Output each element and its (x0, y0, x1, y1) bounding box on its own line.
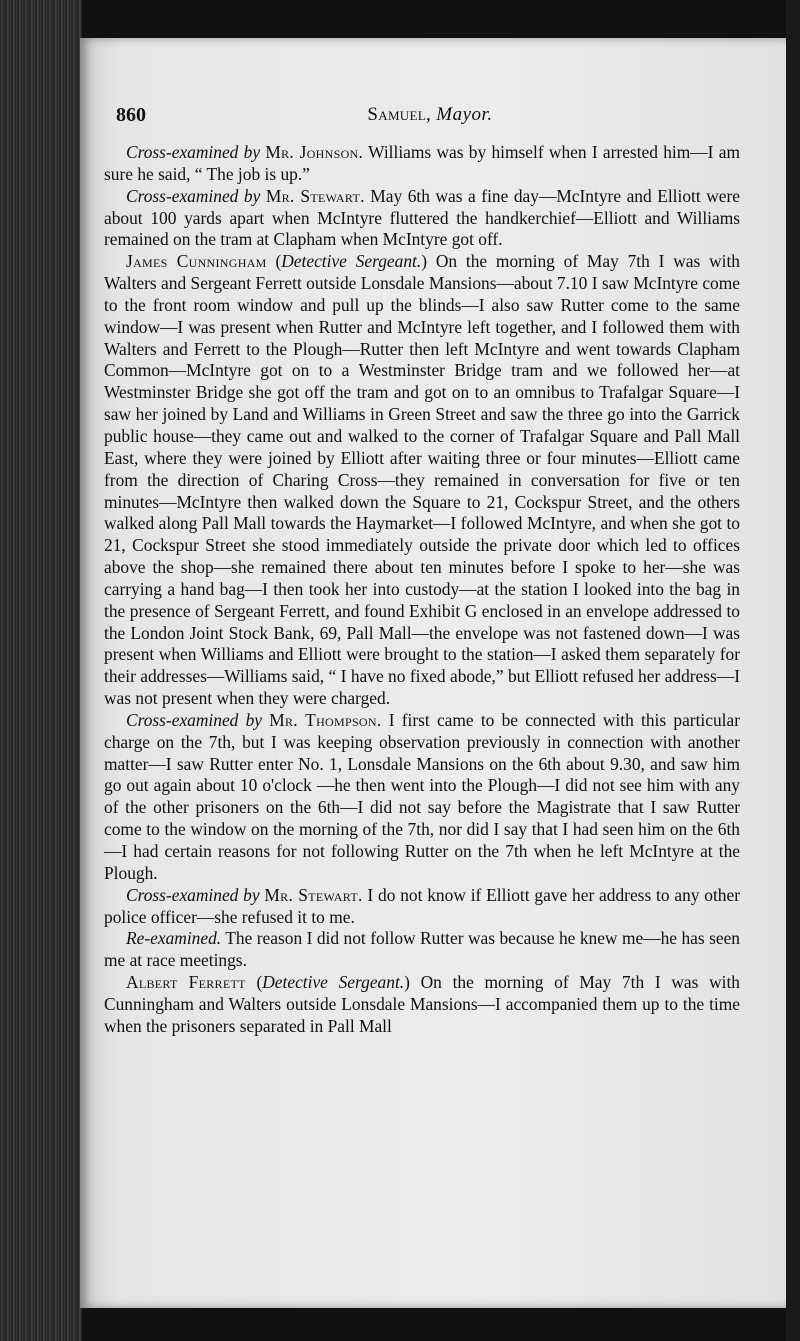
paragraph-re-examined (104, 928, 740, 972)
para-lead-caps: James Cunningham (126, 251, 267, 272)
para-lead-caps: Mr. Thompson. (269, 709, 382, 730)
para-lead-italic: Cross-examined by (126, 709, 263, 730)
para-lead-italic: Re-examined. (126, 928, 222, 949)
running-head-title: Mayor. (436, 104, 493, 125)
page-edge-shadow (786, 0, 800, 1341)
running-head (116, 104, 744, 126)
para-lead-caps: Mr. Stewart. (264, 884, 363, 905)
para-text: The reason I did not follow Rutter was because he knew me—he has seen me at race meetings. (104, 928, 740, 971)
para-lead-caps: Albert Ferrett (126, 972, 246, 993)
para-lead-paren: Detective Sergeant. (281, 251, 422, 272)
paragraph-cross-thompson (104, 710, 740, 885)
paragraph-cunningham: James Cunningham (Detective Sergeant.) On the morning of May 7th I was with Walters and Sergeant Ferrett outside Lonsdale Mansions—about 7.10 I saw McIntyre come to the front room window and pull up the blinds—I also saw Rutter come to the same window—I was present when Rutter and McIntyre left together, and I followed them with Walters and Ferrett to the Plough—Rutter then left McIntyre and went towards Clapham Common—McIntyre got on to a Westminster Bridge tram and we followed her—at Westminster Bridge she got off the tram and got on to an omnibus to Trafalgar Square—I saw her joined by Land and Williams in Green Street and saw the three go into the Garrick public house—they came out and walked to the corner of Trafalgar Square and Pall Mall East, where they were joined by Elliott after waiting three or four minutes—Elliott came from the direction of Charing Cross—they remained in conversation for five or ten minutes—McIntyre then walked down the Square to 21, Cockspur Street, and the others walked along Pall Mall towards the Haymarket—I followed McIntyre, and when she got to 21, Cockspur Street she stood immediately outside the private door which led to offices above the shop—she remained there about ten minutes before I spoke to her—she was carrying a hand bag—I then took her into custody—at the station I looked into the bag in the presence of Sergeant Ferrett, and found Exhibit G enclosed in an envelope addressed to the London Joint Stock Bank, 69, Pall Mall—the envelope was not fastened down—I was present when Williams and Elliott were brought to the station—I asked them separately for their addresses—Williams said, “ I have no fixed abode,” but Elliott refused her address—I was not present when they were charged. (104, 251, 740, 709)
para-lead-caps: Mr. Stewart. (265, 185, 365, 206)
para-text: On the morning of May 7th I was with Cunningham and Walters outside Lonsdale Mansions—I accompanied them up to the time when the prisoners separated in Pall Mall (104, 972, 740, 1036)
book-spine (0, 0, 82, 1341)
para-text: Williams was by himself when I arrested him—I am sure he said, “ The job is up.” (104, 142, 740, 184)
paragraph-cross-stewart-2 (104, 885, 740, 929)
paragraph-cross-johnson (104, 142, 740, 186)
para-lead-caps: Mr. Johnson. (265, 142, 364, 162)
para-text: I first came to be connected with this particular charge on the 7th, but I was keeping observation previously in connection with another matter—I saw Rutter enter No. 1, Lonsdale Mansions on the 6th about 9.30, and saw him go out again about 10 o'clock —he then went into the Plough—I did not see him with any of the other prisoners on the 6th—I did not say before the Magistrate that I saw Rutter come to the window on the morning of the 7th, nor did I say that I had seen him on the 6th—I had certain reasons for not following Rutter on the 7th when he left McIntyre at the Plough. (104, 709, 740, 883)
para-text: May 6th was a fine day—McIntyre and Elliott were about 100 yards apart when McIntyre fluttered the handkerchief—Elliott and Williams remained on the tram at Clapham when McIntyre got off. (104, 185, 741, 250)
para-lead-italic: Cross-examined by (126, 884, 260, 905)
page-header (116, 100, 744, 132)
para-text: On the morning of May 7th I was with Walters and Sergeant Ferrett outside Lonsdale Mansions—about 7.10 I saw McIntyre come to the front room window and pull up the blinds—I also saw Rutter come to the same window—I was present when Rutter and McIntyre left together, and I followed them with Walters and Ferrett to the Plough—Rutter then left McIntyre and went towards Clapham Common—McIntyre got on to a Westminster Bridge tram and we followed her—at Westminster Bridge she got off the tram and got on to an omnibus to Trafalgar Square—I saw her joined by Land and Williams in Green Street and saw the three go into the Garrick public house—they came out and walked to the corner of Trafalgar Square and Pall Mall East, where they were joined by Elliott after waiting three or four minutes—Elliott came from the direction of Charing Cross—they remained in conversation for five or ten minutes—McIntyre then walked down the Square to 21, Cockspur Street, and the others walked along Pall Mall towards the Haymarket—I followed McIntyre, and when she got to 21, Cockspur Street she stood immediately outside the private door which led to offices above the shop—she remained there about ten minutes before I spoke to her—she was carrying a hand bag—I then took her into custody—at the station I looked into the bag in the presence of Sergeant Ferrett, and found Exhibit G enclosed in an envelope addressed to the London Joint Stock Bank, 69, Pall Mall—the envelope was not fastened down—I was present when Williams and Elliott were brought to the station—I asked them separately for their addresses—Williams said, “ I have no fixed abode,” but Elliott refused her address—I was not present when they were charged. (104, 251, 740, 709)
paragraph-cross-stewart (104, 186, 740, 252)
paragraph-ferrett: Albert Ferrett (Detective Sergeant.) On the morning of May 7th I was with Cunningham and Walters outside Lonsdale Mansions—I accompanied them up to the time when the prisoners separated in Pall Mall (104, 972, 740, 1036)
para-text: I do not know if Elliott gave her address to any other police officer—she refused it to me. (104, 884, 740, 927)
body-text (104, 142, 740, 1038)
para-lead-italic: Cross-examined by (126, 142, 261, 162)
book-page (80, 38, 788, 1308)
para-lead-italic: Cross-examined by (126, 185, 261, 206)
page-number: 860 (116, 104, 146, 126)
para-lead-paren: Detective Sergeant. (262, 972, 405, 993)
running-head-name: Samuel, (367, 104, 432, 125)
